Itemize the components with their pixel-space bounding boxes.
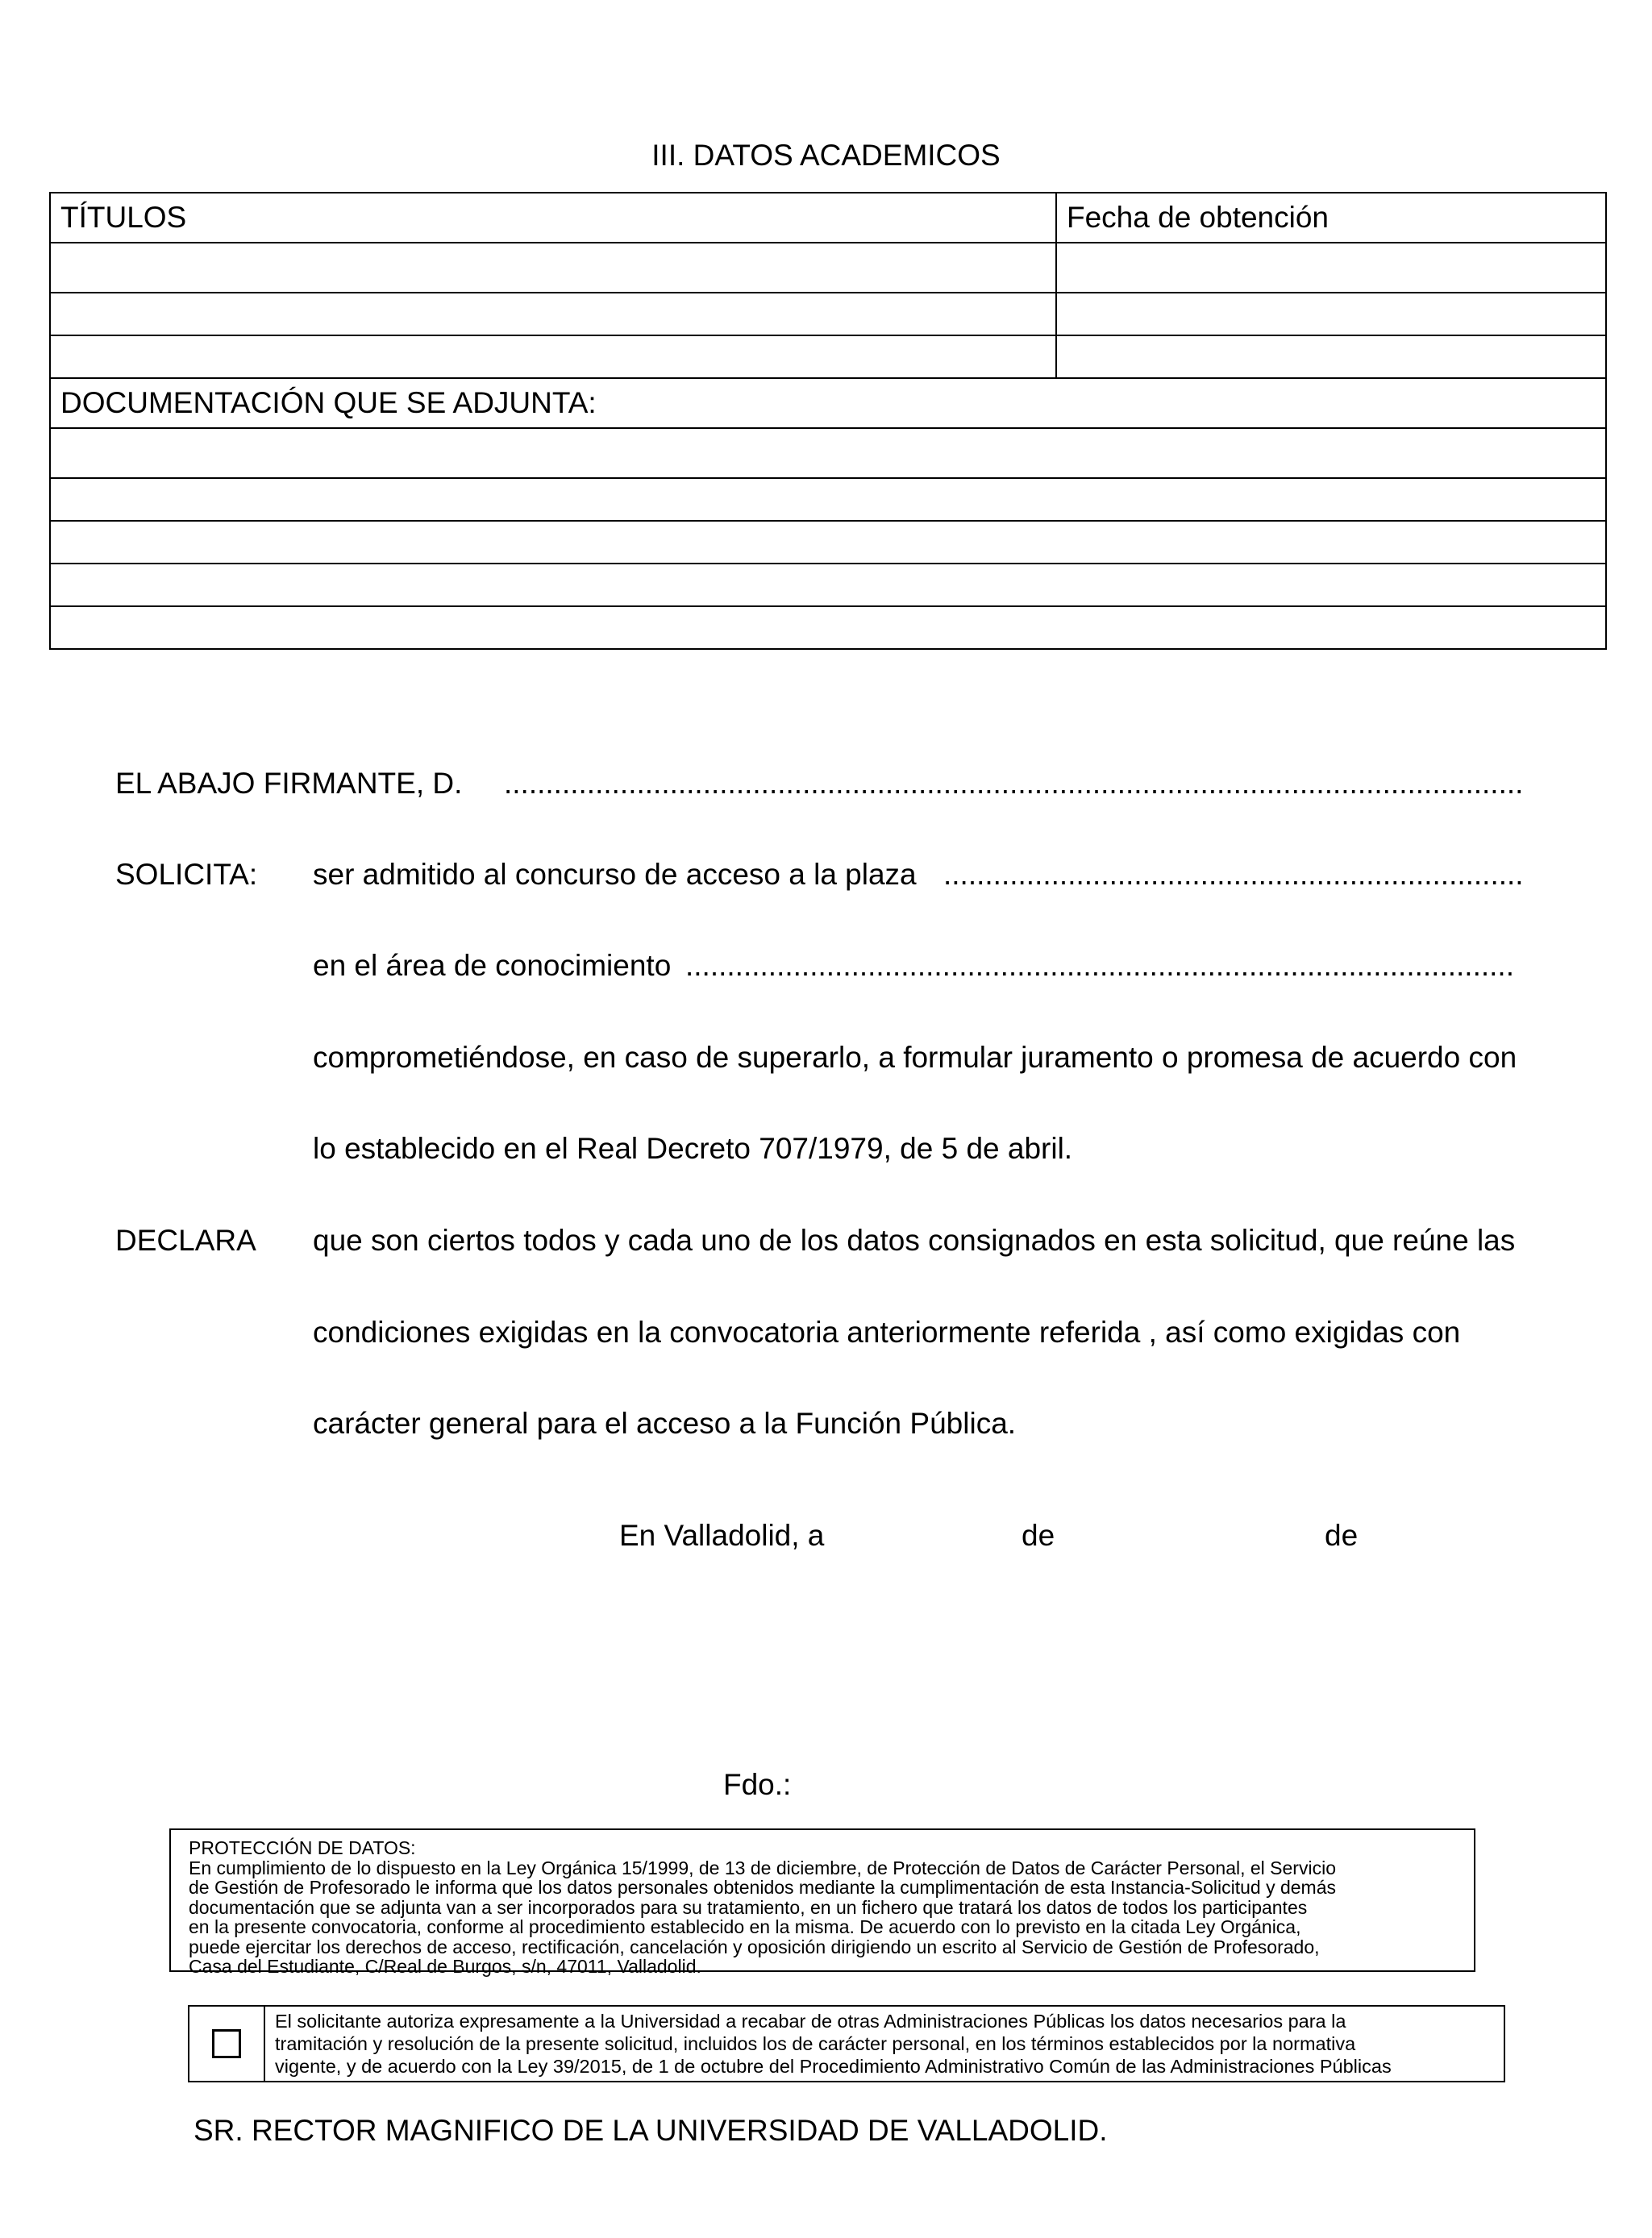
documentation-cell[interactable] [50, 521, 1606, 564]
data-protection-line: En cumplimiento de lo dispuesto en la Ley Orgánica 15/1999, de 13 de diciembre, de Protección de Datos de Carácter Personal, el Servicio [189, 1857, 1336, 1878]
consent-text [265, 2007, 1504, 2081]
knowledge-area-field[interactable]: .................................................................................................... [685, 949, 1514, 982]
data-protection-line: puede ejercitar los derechos de acceso, rectificación, cancelación y oposición dirigiendo un escrito al Servicio de Gestión de Profesorado, [189, 1936, 1320, 1957]
section-title: III. DATOS ACADEMICOS [651, 139, 1001, 172]
signature-label: Fdo.: [723, 1768, 792, 1801]
date-cell[interactable] [1056, 243, 1606, 293]
solicita-text-3: comprometiéndose, en caso de superarlo, a formular juramento o promesa de acuerdo con [313, 1041, 1517, 1074]
firmante-name-field[interactable]: ........................................................................................................................... [504, 767, 1524, 800]
declara-text-2: condiciones exigidas en la convocatoria anteriormente referida , así como exigidas con [313, 1316, 1461, 1349]
data-protection-line: en la presente convocatoria, conforme al procedimiento establecido en la misma. De acuerdo con lo previsto en la citada Ley Orgánica, [189, 1916, 1301, 1937]
documentation-cell[interactable] [50, 606, 1606, 649]
documentation-cell[interactable] [50, 428, 1606, 478]
data-protection-notice [169, 1828, 1475, 1977]
titles-header: TÍTULOS [50, 193, 1056, 243]
table-row [50, 335, 1606, 378]
table-row [50, 293, 1606, 335]
table-row [50, 606, 1606, 649]
documentation-cell[interactable] [50, 478, 1606, 521]
title-cell[interactable] [50, 335, 1056, 378]
solicita-text-4: lo establecido en el Real Decreto 707/1979, de 5 de abril. [313, 1132, 1073, 1165]
date-separator-2: de [1325, 1519, 1359, 1552]
consent-checkbox-cell [189, 2007, 265, 2081]
solicita-text-2: en el área de conocimiento [313, 949, 672, 982]
data-protection-line: de Gestión de Profesorado le informa que los datos personales obtenidos mediante la cumplimentación de esta Instancia-Solicitud y demás [189, 1877, 1336, 1898]
declara-text-1: que son ciertos todos y cada uno de los datos consignados en esta solicitud, que reúne las [313, 1224, 1516, 1257]
declara-text-3: carácter general para el acceso a la Función Pública. [313, 1407, 1017, 1440]
date-cell[interactable] [1056, 293, 1606, 335]
date-header: Fecha de obtención [1056, 193, 1606, 243]
academic-data-table [49, 192, 1607, 650]
firmante-label: EL ABAJO FIRMANTE, D. [115, 767, 463, 800]
consent-line: tramitación y resolución de la presente solicitud, incluidos los de carácter personal, en los términos establecidos por la normativa [275, 2033, 1356, 2054]
place-date-prefix: En Valladolid, a [619, 1519, 825, 1552]
solicita-label: SOLICITA: [115, 858, 258, 891]
consent-line: vigente, y de acuerdo con la Ley 39/2015, de 1 de octubre del Procedimiento Administrativo Común de las Administraciones Públicas [275, 2056, 1392, 2077]
title-cell[interactable] [50, 293, 1056, 335]
data-protection-line: documentación que se adjunta van a ser incorporados para su tratamiento, en un fichero que tratará los datos de todos los participantes [189, 1896, 1308, 1918]
consent-line: El solicitante autoriza expresamente a la Universidad a recabar de otras Administraciones Públicas los datos necesarios para la [275, 2011, 1346, 2032]
consent-checkbox[interactable] [212, 2029, 241, 2058]
documentation-cell[interactable] [50, 564, 1606, 606]
date-separator-1: de [1022, 1519, 1055, 1552]
declara-label: DECLARA [115, 1224, 256, 1257]
documentation-header: DOCUMENTACIÓN QUE SE ADJUNTA: [50, 378, 1606, 428]
solicita-text-1: ser admitido al concurso de acceso a la plaza [313, 858, 917, 891]
addressee: SR. RECTOR MAGNIFICO DE LA UNIVERSIDAD DE VALLADOLID. [193, 2114, 1108, 2147]
table-row [50, 564, 1606, 606]
title-cell[interactable] [50, 243, 1056, 293]
table-row [50, 478, 1606, 521]
table-row [50, 193, 1606, 243]
table-row [50, 428, 1606, 478]
consent-box [188, 2005, 1505, 2082]
date-cell[interactable] [1056, 335, 1606, 378]
data-protection-line: Casa del Estudiante, C/Real de Burgos, s/n, 47011, Valladolid. [189, 1956, 701, 1977]
data-protection-heading: PROTECCIÓN DE DATOS: [189, 1837, 416, 1858]
plaza-field[interactable]: ...................................................................... [943, 858, 1524, 891]
table-row [50, 378, 1606, 428]
table-row [50, 521, 1606, 564]
table-row [50, 243, 1606, 293]
